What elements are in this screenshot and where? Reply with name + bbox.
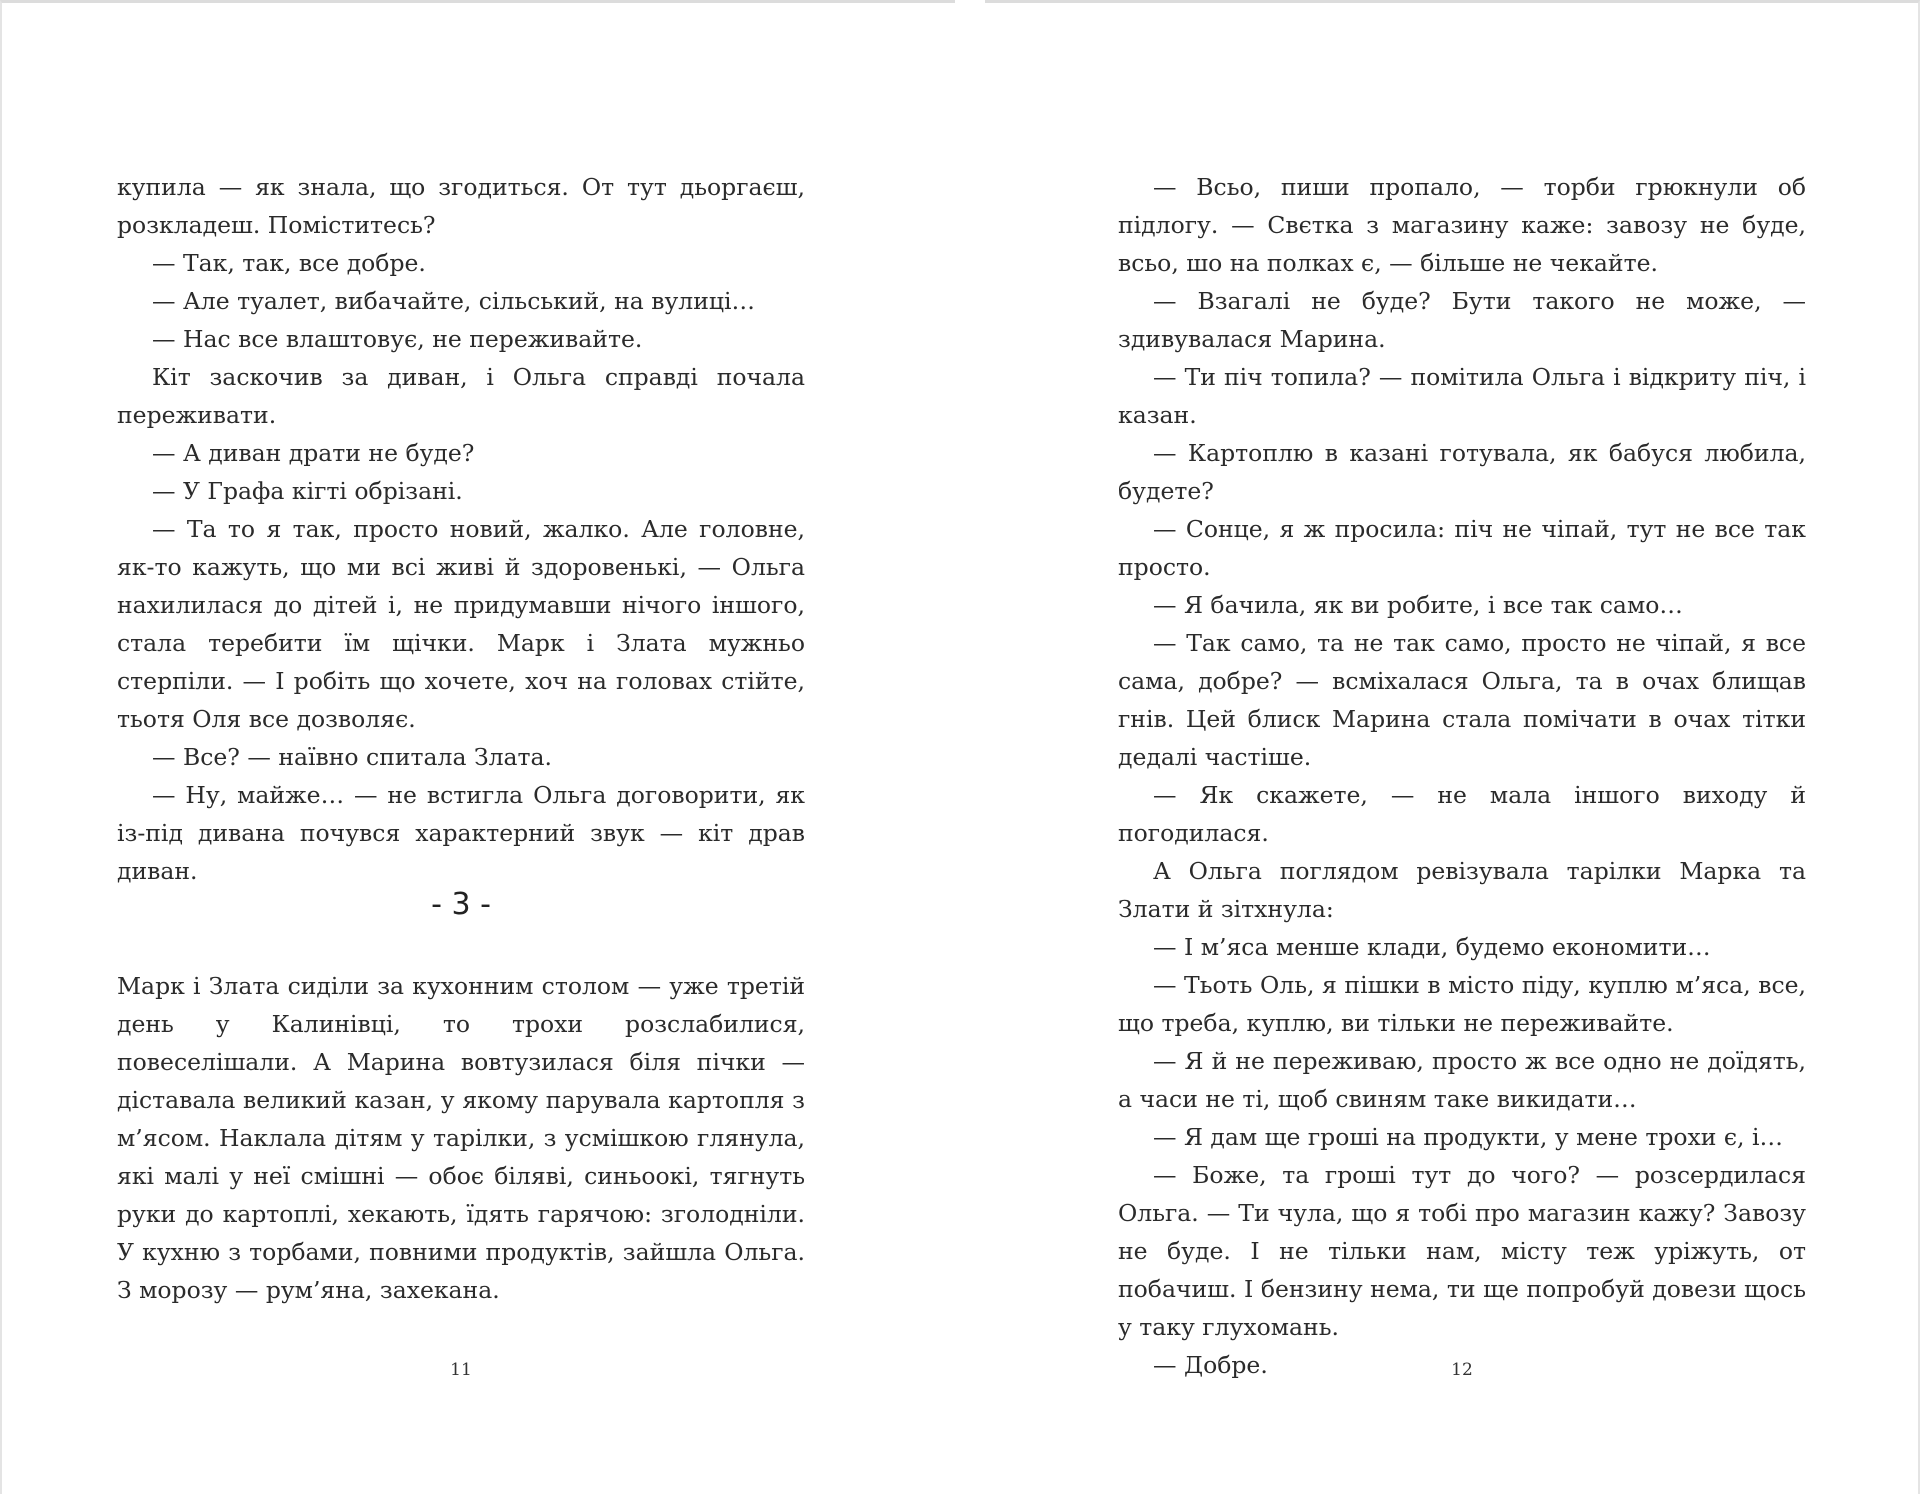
paragraph: — Тьоть Оль, я пішки в місто піду, куплю м’яса, все, що треба, куплю, ви тільки не переживайте. bbox=[1118, 971, 1806, 1037]
paragraph: — Добре. bbox=[1153, 1351, 1268, 1379]
page-number: 11 bbox=[450, 1360, 472, 1380]
paragraph: — Я й не переживаю, просто ж все одно не доїдять, а часи не ті, щоб свиням таке викидати… bbox=[1118, 1047, 1806, 1113]
chapter-heading: - 3 - bbox=[431, 887, 491, 922]
paragraph: купила — як знала, що згодиться. От тут дьоргаєш, розкладеш. Поміститесь? bbox=[117, 173, 805, 239]
paragraph: Кіт заскочив за диван, і Ольга справді почала переживати. bbox=[117, 363, 805, 429]
paragraph: — Як скажете, — не мала іншого виходу й погодилася. bbox=[1118, 781, 1806, 847]
paragraph: — Я бачила, як ви робите, і все так само… bbox=[1153, 591, 1683, 619]
paragraph: — Нас все влаштовує, не переживайте. bbox=[152, 325, 643, 353]
paragraph: — Всьо, пиши пропало, — торби грюкнули об підлогу. — Свєтка з магазину каже: завозу не буде, всьо, шо на полках є, — більше не чекайте. bbox=[1118, 173, 1806, 277]
paragraph: — Боже, та гроші тут до чого? — розсердилася Ольга. — Ти чула, що я тобі про магазин кажу? Завозу не буде. І не тільки нам, місту теж уріжуть, от побачиш. І бензину нема, ти ще попробуй довези щось у таку глухомань. bbox=[1118, 1161, 1806, 1341]
paragraph: — Так, так, все добре. bbox=[152, 249, 426, 277]
left-page bbox=[0, 0, 955, 1494]
left-page-text-bottom bbox=[117, 967, 805, 1309]
paragraph: — Я дам ще гроші на продукти, у мене трохи є, і… bbox=[1153, 1123, 1784, 1151]
paragraph: — Так само, та не так само, просто не чіпай, я все сама, добре? — всміхалася Ольга, та в очах блищав гнів. Цей блиск Марина стала помічати в очах тітки дедалі частіше. bbox=[1118, 629, 1806, 771]
paragraph: — Але туалет, вибачайте, сільський, на вулиці… bbox=[152, 287, 756, 315]
right-page bbox=[985, 0, 1920, 1494]
paragraph: — Ти піч топила? — помітила Ольга і відкриту піч, і казан. bbox=[1118, 363, 1806, 429]
page-number: 12 bbox=[1451, 1360, 1473, 1380]
paragraph: — А диван драти не буде? bbox=[152, 439, 475, 467]
right-page-text bbox=[1118, 168, 1806, 1384]
paragraph: — Все? — наївно спитала Злата. bbox=[152, 743, 553, 771]
paragraph: — Сонце, я ж просила: піч не чіпай, тут не все так просто. bbox=[1118, 515, 1806, 581]
left-page-text-top bbox=[117, 168, 805, 890]
paragraph: — Картоплю в казані готувала, як бабуся любила, будете? bbox=[1118, 439, 1806, 505]
paragraph: А Ольга поглядом ревізувала тарілки Марка та Злати й зітхнула: bbox=[1118, 857, 1806, 923]
paragraph: — Та то я так, просто новий, жалко. Але головне, як-то кажуть, що ми всі живі й здоровенькі, — Ольга нахилилася до дітей і, не придумавши нічого іншого, стала теребити їм щічки. Марк і Злата мужньо стерпіли. — І робіть що хочете, хоч на головах стійте, тьотя Оля все дозволяє. bbox=[117, 515, 805, 733]
paragraph: — Взагалі не буде? Бути такого не може, — здивувалася Марина. bbox=[1118, 287, 1806, 353]
paragraph: — І м’яса менше клади, будемо економити… bbox=[1153, 933, 1711, 961]
paragraph: — У Графа кігті обрізані. bbox=[152, 477, 463, 505]
paragraph: Марк і Злата сиділи за кухонним столом — уже третій день у Калинівці, то трохи розслабилися, повеселішали. А Марина вовтузилася біля пічки — діставала великий казан, у якому парувала картопля з м’ясом. Наклала дітям у тарілки, з усмішкою глянула, які малі у неї смішні — обоє біляві, синьоокі, тягнуть руки до картоплі, хекають, їдять гарячою: зголодніли. У кухню з торбами, повними продуктів, зайшла Ольга. З морозу — рум’яна, захекана. bbox=[117, 972, 805, 1304]
paragraph: — Ну, майже… — не встигла Ольга договорити, як із-під дивана почувся характерний звук — кіт драв диван. bbox=[117, 781, 805, 885]
